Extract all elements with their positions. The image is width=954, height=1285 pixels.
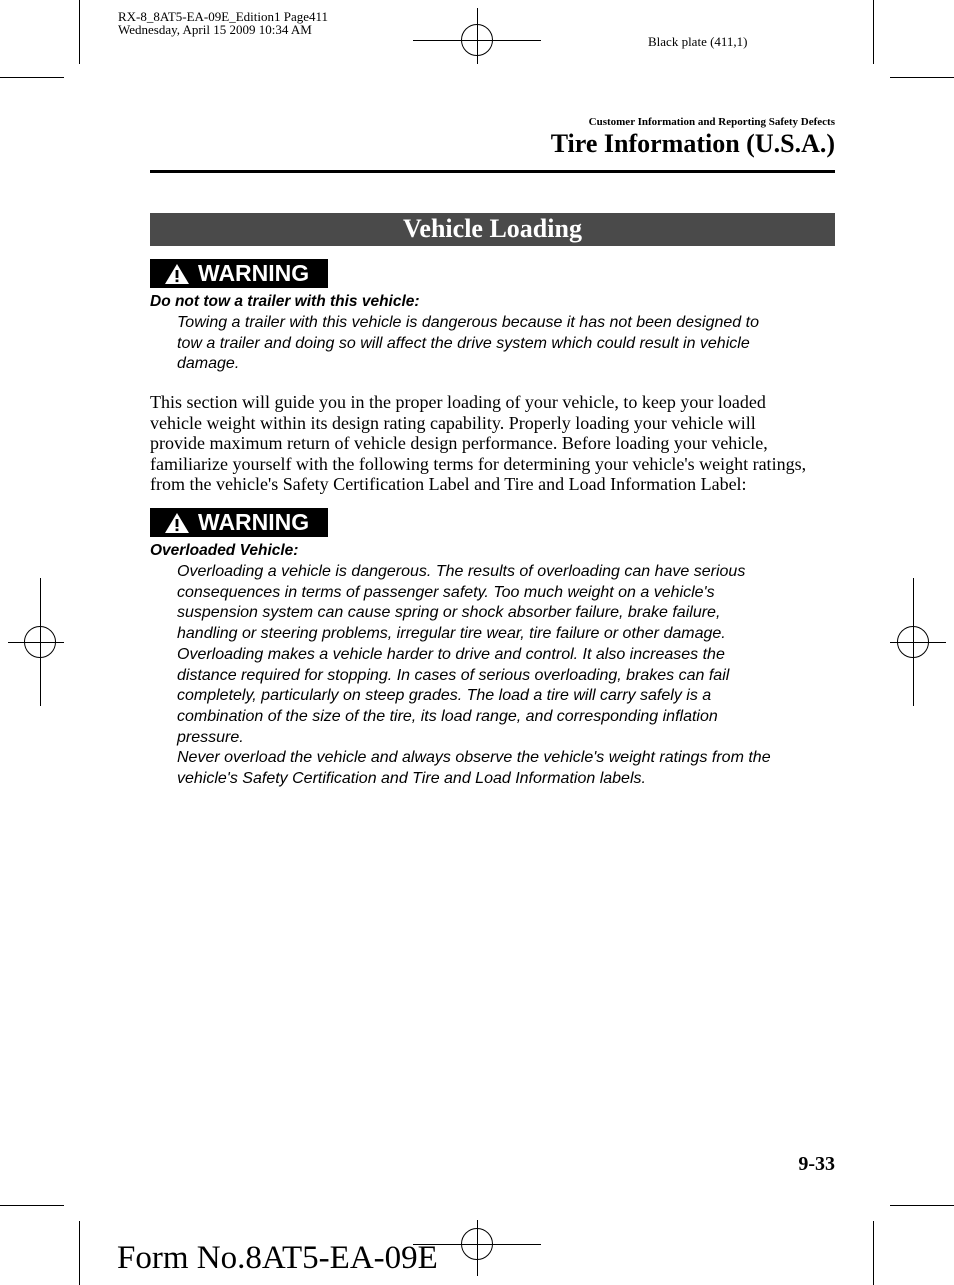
warning-line: suspension system can cause spring or shock absorber failure, brake failure,	[177, 604, 721, 622]
warning-badge	[150, 259, 328, 288]
warning-line: handling or steering problems, irregular tire wear, tire failure or other damage.	[177, 625, 726, 643]
warning-line: Towing a trailer with this vehicle is dangerous because it has not been designed to	[177, 314, 759, 331]
paragraph-line: familiarize yourself with the following terms for determining your vehicle's weight ratings,	[150, 453, 807, 474]
warning-badge	[150, 508, 328, 537]
warning-heading: Do not tow a trailer with this vehicle:	[150, 293, 420, 310]
crop-mark	[873, 1221, 874, 1285]
paragraph-line: provide maximum return of vehicle design performance. Before loading your vehicle,	[150, 433, 768, 453]
warning-line: combination of the size of the tire, its load range, and corresponding inflation	[177, 707, 718, 725]
intro-paragraph	[150, 392, 806, 495]
crop-mark	[890, 1205, 954, 1206]
warning-line: Never overload the vehicle and always observe the vehicle's weight ratings from the	[177, 749, 771, 767]
warning-line: Overloading a vehicle is dangerous. The results of overloading can have serious	[177, 563, 746, 580]
warning-line: distance required for stopping. In cases of serious overloading, brakes can fail	[177, 666, 730, 684]
crop-mark	[79, 1221, 80, 1285]
warning-line: damage.	[177, 355, 240, 373]
crop-mark	[873, 0, 874, 64]
print-meta-line-1: RX-8_8AT5-EA-09E_Edition1 Page411	[118, 9, 329, 24]
paragraph-line: This section will guide you in the proper loading of your vehicle, to keep your loaded	[150, 392, 766, 412]
print-meta-line-2: Wednesday, April 15 2009 10:34 AM	[118, 22, 312, 37]
warning-line: consequences in terms of passenger safety. Too much weight on a vehicle's	[177, 583, 715, 601]
warning-badge-label: WARNING	[198, 260, 310, 286]
warning-line: tow a trailer and doing so will affect the drive system which could result in vehicle	[177, 334, 750, 352]
chapter-title: Tire Information (U.S.A.)	[550, 129, 835, 158]
warning-body	[177, 313, 759, 375]
warning-triangle-icon	[164, 512, 190, 534]
warning-line: Overloading makes a vehicle harder to drive and control. It also increases the	[177, 645, 725, 663]
warning-triangle-icon	[164, 263, 190, 285]
plate-label: Black plate (411,1)	[648, 34, 748, 49]
section-title: Vehicle Loading	[150, 213, 835, 246]
form-number: Form No.8AT5-EA-09E	[117, 1240, 438, 1276]
crop-mark	[890, 77, 954, 78]
paragraph-line: vehicle weight within its design rating capability. Properly loading your vehicle will	[150, 412, 756, 433]
page-number: 9-33	[798, 1153, 835, 1175]
warning-body	[177, 562, 771, 790]
crop-mark	[79, 0, 80, 64]
warning-heading: Overloaded Vehicle:	[150, 542, 299, 559]
header-rule	[150, 170, 835, 173]
section-label: Customer Information and Reporting Safety Defects	[588, 116, 835, 128]
warning-line: completely, particularly on steep grades. The load a tire will carry safely is a	[177, 687, 712, 705]
crop-mark	[0, 77, 64, 78]
paragraph-line: from the vehicle's Safety Certification Label and Tire and Load Information Label:	[150, 474, 747, 494]
warning-line: vehicle's Safety Certification and Tire and Load Information labels.	[177, 770, 646, 788]
warning-badge-label: WARNING	[198, 509, 310, 535]
crop-mark	[0, 1205, 64, 1206]
warning-line: pressure.	[177, 728, 244, 746]
